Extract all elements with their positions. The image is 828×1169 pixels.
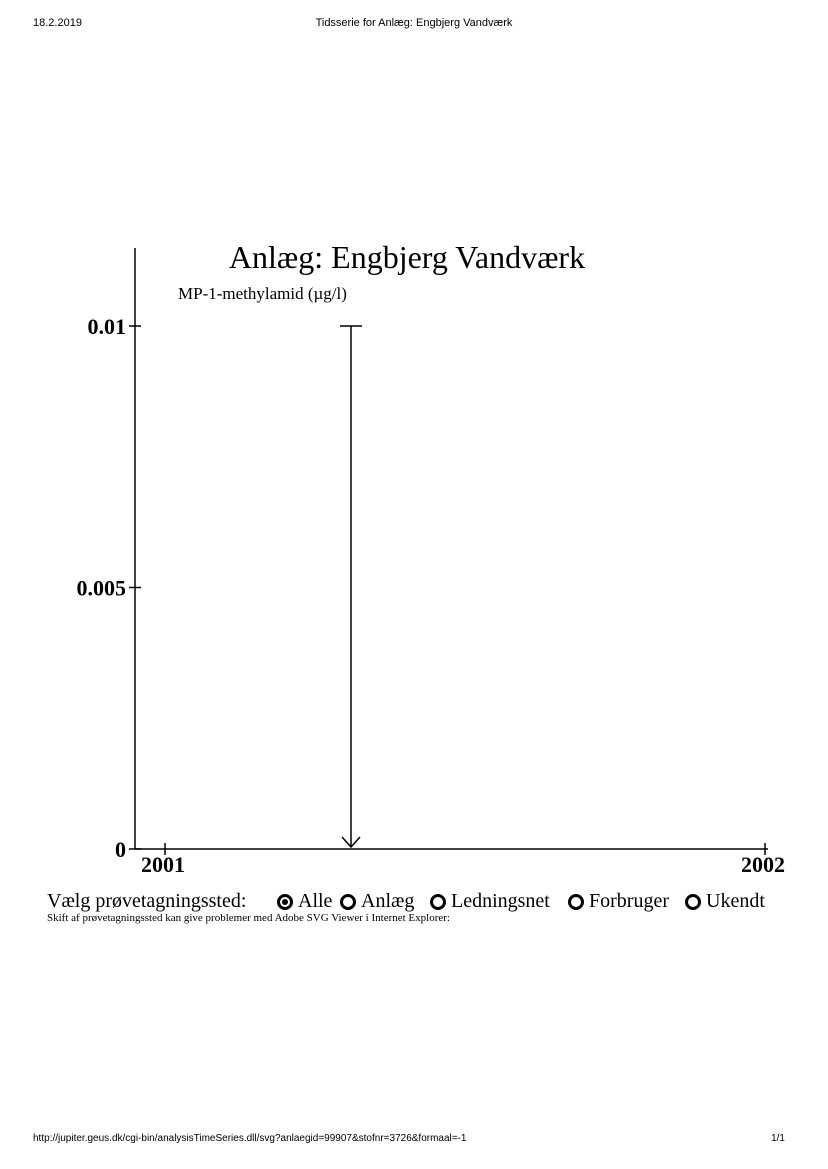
radio-option-label: Forbruger bbox=[589, 890, 669, 912]
y-tick-label: 0 bbox=[115, 837, 126, 862]
page-number: 1/1 bbox=[771, 1133, 785, 1144]
selector-note: Skift af prøvetagningssted kan give problemer med Adobe SVG Viewer i Internet Explorer: bbox=[47, 912, 450, 924]
data-point-marker bbox=[340, 326, 362, 847]
radio-option-ukendt[interactable] bbox=[685, 890, 765, 913]
y-tick-label: 0.005 bbox=[76, 575, 126, 601]
x-tick-label: 2002 bbox=[741, 852, 785, 877]
radio-dot-icon bbox=[282, 899, 288, 905]
y-ticks bbox=[77, 314, 142, 862]
print-title: Tidsserie for Anlæg: Engbjerg Vandværk bbox=[315, 17, 513, 29]
radio-empty-icon[interactable] bbox=[340, 894, 356, 910]
radio-empty-icon[interactable] bbox=[568, 894, 584, 910]
print-url: http://jupiter.geus.dk/cgi-bin/analysisTimeSeries.dll/svg?anlaegid=99907&stofnr=3726&formaal=-1 bbox=[33, 1133, 467, 1144]
radio-empty-icon[interactable] bbox=[685, 894, 701, 910]
radio-selected-icon[interactable] bbox=[277, 894, 293, 910]
x-ticks bbox=[141, 843, 785, 877]
data-marks bbox=[340, 326, 362, 847]
print-date: 18.2.2019 bbox=[33, 17, 82, 29]
radio-option-ledningsnet[interactable] bbox=[430, 890, 550, 913]
x-tick-label: 2001 bbox=[141, 852, 185, 877]
radio-option-label: Anlæg bbox=[361, 890, 415, 912]
radio-option-label: Ukendt bbox=[706, 890, 765, 912]
radio-option-label: Alle bbox=[298, 890, 333, 912]
selector-prompt: Vælg prøvetagningssted: bbox=[47, 890, 247, 912]
y-axis-label: MP-1-methylamid (µg/l) bbox=[178, 284, 347, 303]
y-tick-label: 0.01 bbox=[87, 314, 126, 339]
chart-title: Anlæg: Engbjerg Vandværk bbox=[228, 239, 586, 275]
radio-option-forbruger[interactable] bbox=[568, 890, 669, 913]
radio-option-alle[interactable] bbox=[277, 890, 332, 913]
radio-empty-icon[interactable] bbox=[430, 894, 446, 910]
radio-option-anlæg[interactable] bbox=[340, 890, 414, 913]
radio-option-label: Ledningsnet bbox=[451, 890, 550, 912]
